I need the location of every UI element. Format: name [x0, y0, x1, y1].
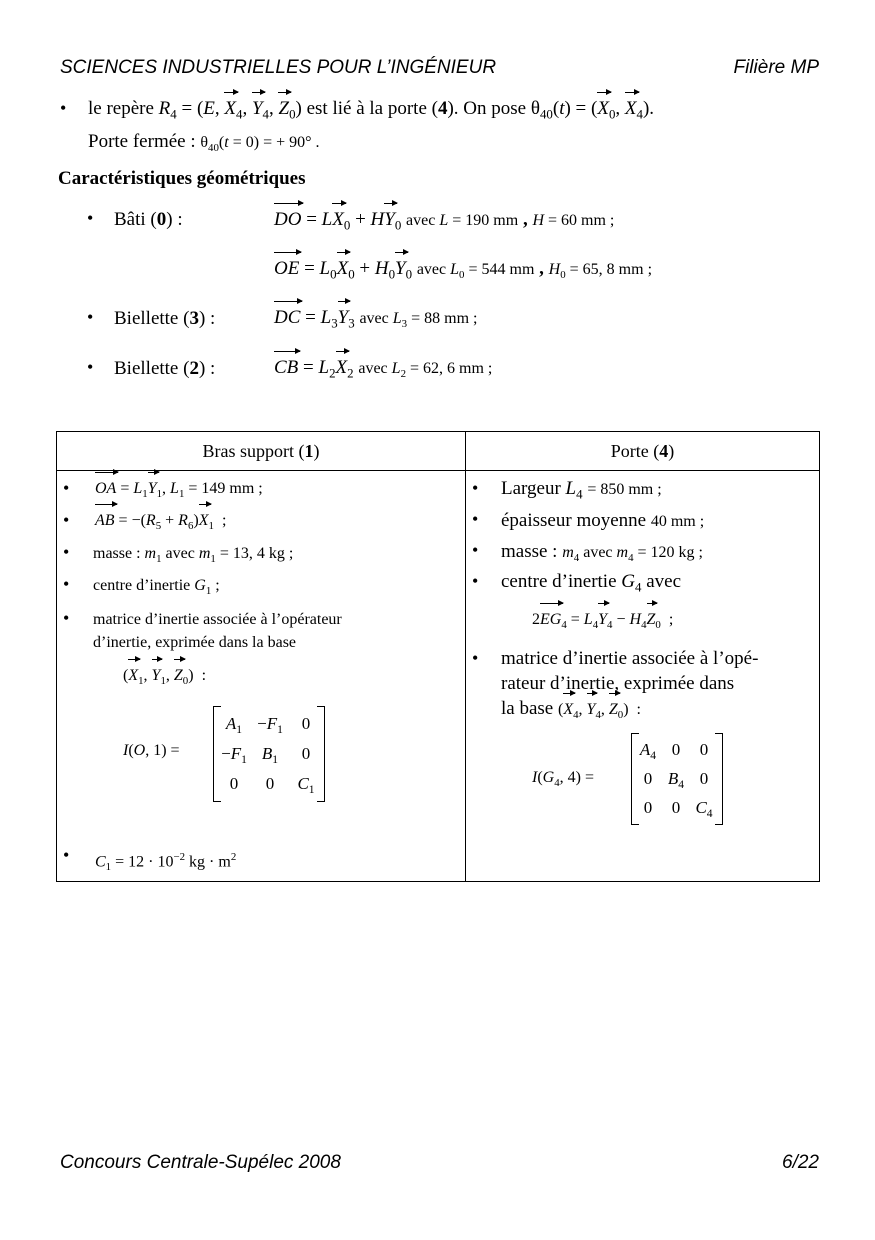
bras-base: ($X_1$, $Y_1$, $Z_0$) : — [123, 664, 206, 693]
section-title: Caractéristiques géométriques — [58, 168, 306, 189]
header-filiere: Filière MP — [733, 57, 819, 78]
porte-matrice-l3: la base ($X_4$, $Y_4$, $Z_0$) : — [501, 698, 641, 721]
porte-matrice-l1: matrice d’inertie associée à l’opé- — [501, 648, 759, 669]
porte-inertia-label: $I(G_4$, 4) = — [532, 769, 595, 789]
intro-line-1: le repère $R_4 = (E$, $X_4$, $Y_4$, $Z_0$) est lié à la porte (4). On pose $\theta_{40}(t) = (X_0$, $X_4$). — [88, 98, 655, 122]
intro-prefix: le repère — [88, 98, 154, 119]
bras-masse: masse : $m_1$ avec $m_1 = 13$, 4 kg ; — [93, 545, 294, 565]
cell-porte — [466, 471, 820, 882]
bras-oa: OA = $L_1Y_1$, $L_1 = 149$ mm ; — [95, 477, 263, 506]
bras-matrice-l1: matrice d’inertie associée à l’opérateur — [93, 611, 342, 628]
properties-table — [56, 431, 820, 882]
porte-largeur: Largeur $L_4 = 850$ mm ; — [501, 478, 662, 502]
intro-mid: est lié à la porte — [306, 98, 427, 119]
porte-epaisseur: épaisseur moyenne 40 mm ; — [501, 510, 705, 531]
cell-bras — [57, 471, 466, 882]
page-number: 6/22 — [782, 1152, 819, 1173]
geo-biellette3-label: Biellette (3) : — [114, 308, 216, 329]
porte-masse: masse : $m_4$ avec $m_4 = 120$ kg ; — [501, 541, 703, 564]
col-header-bras: Bras support (1) — [57, 432, 466, 471]
footer-concours: Concours Centrale-Supélec 2008 — [60, 1152, 341, 1173]
porte-matrice-l2: rateur d’inertie, exprimée dans — [501, 673, 735, 694]
bullet-dot: • — [87, 307, 94, 327]
col-header-porte: Porte (4) — [466, 432, 820, 471]
header-title: SCIENCES INDUSTRIELLES POUR L’INGÉNIEUR — [60, 57, 497, 78]
geo-do-formula: DO = $LX_0 + HY_0$ avec L = 190 mm , H = 60 mm ; — [274, 209, 615, 233]
bullet-dot: • — [472, 509, 479, 529]
bullet-dot: • — [63, 608, 70, 628]
intro-closed-value: = + 90° . — [263, 134, 320, 151]
porte-inertia-matrix: $A_4$ 0 0 0 $B_4$ 0 0 0 $C_4$ — [631, 733, 723, 825]
bras-centre: centre d’inertie $G_1$ ; — [93, 577, 220, 597]
bullet-dot: • — [472, 540, 479, 560]
bullet-dot: • — [87, 357, 94, 377]
bullet-dot: • — [63, 510, 70, 530]
geo-cb-formula: CB = $L_2X_2$ avec $L_2 = 62$, 6 mm ; — [274, 357, 493, 381]
bras-ab: AB = $-(R_5 + R_6)X_1$ ; — [95, 509, 226, 538]
porte-centre: centre d’inertie $G_4$ avec — [501, 571, 682, 595]
bras-c1: $C_1 = 12 \cdot 10^{-2}$ kg · $m^2$ — [95, 851, 237, 874]
bras-matrice-l2: d’inertie, exprimée dans la base — [93, 634, 297, 651]
bullet-dot: • — [472, 648, 479, 668]
intro-end: . On pose — [453, 98, 527, 119]
bullet-dot: • — [60, 98, 67, 118]
geo-dc-formula: DC = $L_3Y_3$ avec $L_3 = 88$ mm ; — [274, 307, 478, 331]
bullet-dot: • — [63, 542, 70, 562]
bras-inertia-matrix: $A_1$ $-F_1$ 0 $-F_1$ $B_1$ 0 0 0 $C_1$ — [213, 706, 325, 802]
bullet-dot: • — [87, 208, 94, 228]
geo-bati-label: Bâti (0) : — [114, 209, 183, 230]
intro-line-2: Porte fermée : $\theta_{40}(t = 0)$ = + 90° . — [88, 131, 320, 154]
bullet-dot: • — [63, 845, 70, 865]
bullet-dot: • — [63, 478, 70, 498]
geo-oe-formula: OE = $L_0X_0 + H_0Y_0$ avec $L_0 = 544$ mm , $H_0 = 65$, 8 mm ; — [274, 258, 653, 282]
intro-porte-num: 4 — [437, 98, 448, 119]
bullet-dot: • — [472, 478, 479, 498]
bullet-dot: • — [472, 571, 479, 591]
intro-closed-label: Porte fermée : — [88, 131, 196, 152]
porte-eg-formula: $2EG_4 = L_4Y_4 - H_4Z_0$ ; — [532, 608, 673, 637]
bullet-dot: • — [63, 574, 70, 594]
geo-biellette2-label: Biellette (2) : — [114, 358, 216, 379]
bras-inertia-label: I(O, 1) = — [123, 742, 180, 759]
